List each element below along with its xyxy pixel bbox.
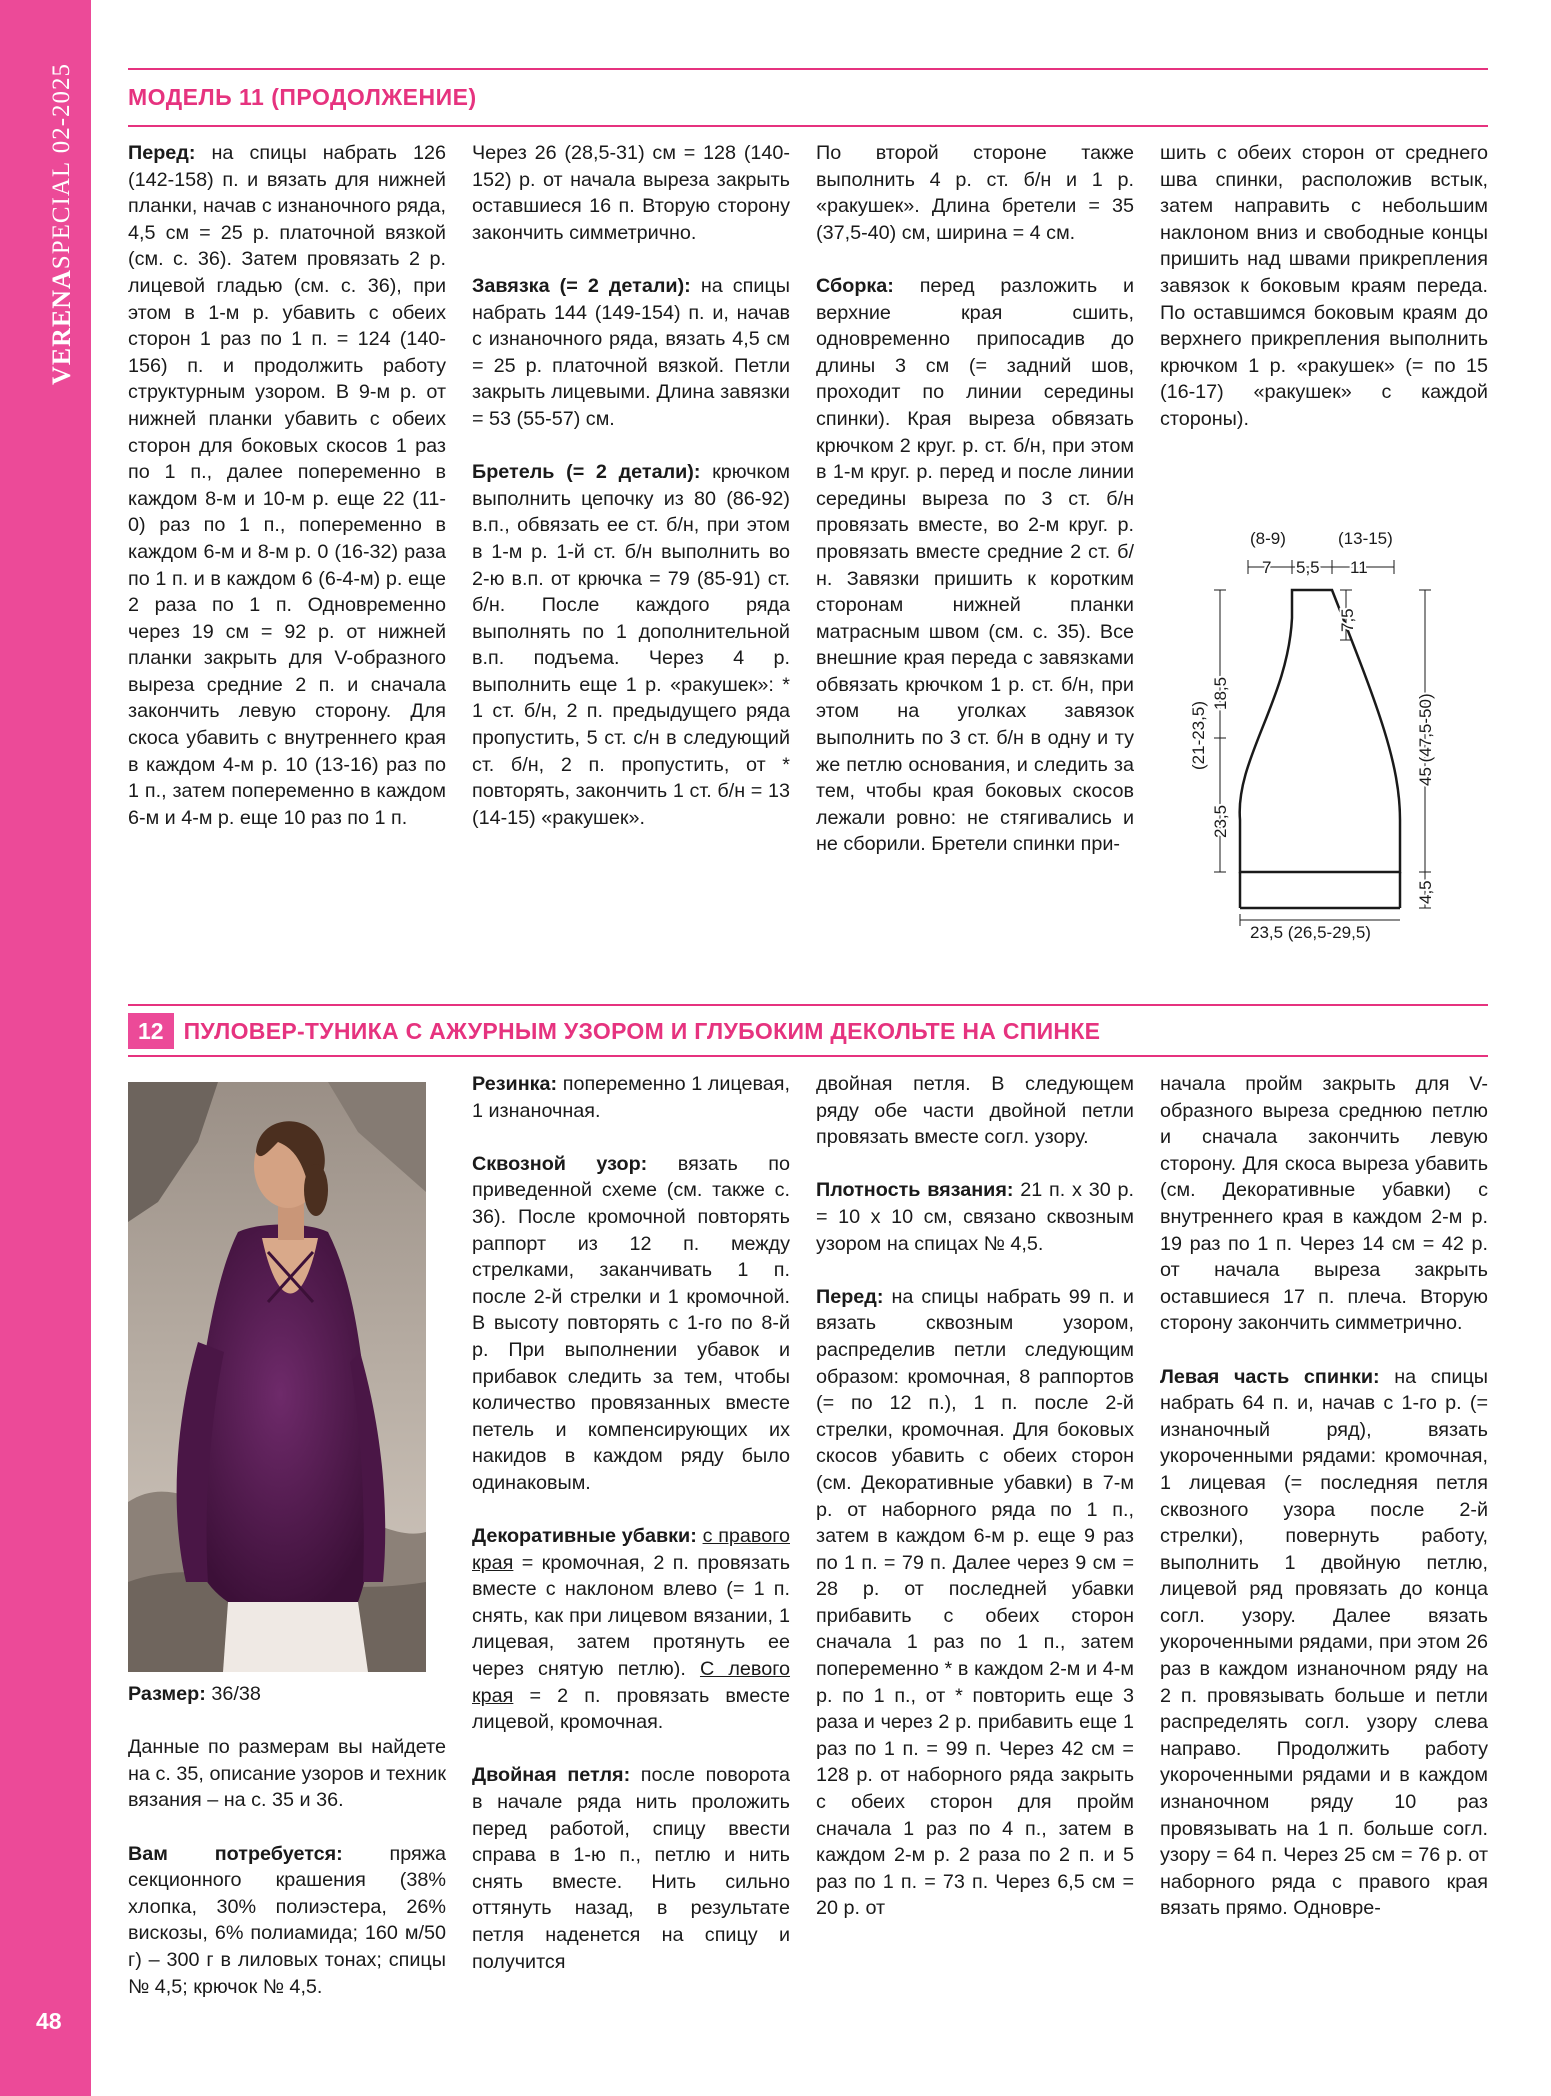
label-materials: Вам потребуется: [128,1842,343,1865]
magazine-special: SPECIAL [48,160,75,270]
section2-column-2 [472,1071,790,1975]
label-strap: Бретель (= 2 детали): [472,461,701,484]
text-left-back: на спицы набрать 64 п. и, начав с 1-го р. (= изнаночный ряд), вязать укороченными рядами: кромочная, 1 лицевая (= последняя петля сквозного узора после 2-й стрелки), повернуть работу, выполнить 1 двойную петлю, лицевой ряд провязать до конца согл. узору. Далее вязать укороченными рядами, при этом 26 раз в каждом изнаночном ряду на 2 п. провязывать больше и петли распределять согл. узору слева направо. Продолжить работу укороченными рядами и в каждом изнаночном ряду 10 раз провязывать на 1 п. больше согл. узору = 64 п. Через 25 см = 76 р. от наборного ряда с правого края вязать прямо. Одновре- [1160,1365,1488,1920]
paragraph-left-back [1160,1364,1488,1922]
label-tie: Завязка (= 2 детали): [472,274,691,297]
section1-column-2 [472,140,790,831]
paragraph-front-12 [816,1284,1134,1922]
paragraph-lace [472,1151,790,1497]
paragraph-strap [472,459,790,831]
schema-outline [1240,590,1400,908]
paragraph-tie [472,273,790,433]
schema-top-right: 11 [1350,558,1368,577]
label-front: Перед: [128,142,196,164]
label-assembly: Сборка: [816,274,894,297]
text-assembly: перед разложить и верхние края сшить, одновременно припосадив до длины 3 см (= задний шов, проходит по линии середины спинки). Края выреза обвязать крючком 2 круг. р. ст. б/н, при этом в 1-м круг. р. перед и после линии середины выреза по 3 ст. б/н провязать вместе, во 2-м круг. р. провязать вместе средние 2 ст. б/н. Завязки пришить к коротким сторонам нижней планки матрасным швом (см. с. 35). Все внешние края переда с завязками обвязать крючком 1 р. ст. б/н, при этом на уголках завязок выполнить по 3 ст. б/н в одну и ту же петлю основания, и следить за тем, чтобы края боковых скосов лежали ровно: не стягивались и не сборили. Бретели спинки при- [816,274,1134,856]
text-tie: на спицы набрать 144 (149-154) п. и, начав с изнаночного ряда, вязать 4,5 см = 25 р. платочной вязкой. Петли закрыть лицевыми. Длина завязки = 53 (55-57) см. [472,274,790,430]
section2-top-rule [128,1004,1488,1006]
text-size: 36/38 [205,1683,261,1705]
section1-top-rule [128,68,1488,70]
paragraph-double-stitch [472,1762,790,1975]
text-materials: пряжа секционного крашения (38% хлопка, 30% полиэстера, 26% вискозы, 6% полиамида; 160 м/50 г) – 300 г в лиловых тонах; спицы № 4,5; крючок № 4,5. [128,1842,446,1998]
section2-column-1 [128,1681,446,2000]
section1-column-3 [816,140,1134,858]
section2-number: 12 [128,1013,174,1049]
schema-top-right-size: (13-15) [1338,529,1393,548]
schema-top-left: 7 [1262,558,1272,577]
label-decreases: Декоративные убавки: [472,1525,697,1548]
magazine-issue: 02-2025 [48,62,75,154]
paragraph-front [128,140,446,831]
underline-left-edge: С левого края [472,1658,790,1707]
model-photo [128,1082,426,1672]
magazine-title [47,62,87,385]
paragraph-assembly-end: шить с обеих сторон от среднего шва спинки, расположив встык, затем направить с небольшим наклоном вниз и свободные концы пришить над швами прикрепления завязок к боковым краям переда. По оставшимся боковым краям до верхнего прикрепления выполнить крючком 1 р. «ракушек» (= по 15 (16-17) «ракушек» с каждой стороны). [1160,142,1488,430]
text-rib: попеременно 1 лицевая, 1 изнаночная. [472,1073,790,1122]
schema-bottom: 23,5 (26,5-29,5) [1250,923,1371,942]
magazine-brand: VERENA [47,269,76,385]
schema-top-mid: 5,5 [1296,558,1320,577]
text-front: на спицы набрать 126 (142-158) п. и вязать для нижней планки, начав с изнаночного ряда, 4,5 см = 25 р. платочной вязкой (см. с. 36). Затем провязать 2 р. лицевой гладью (см. с. 36), при этом в 1-м р. убавить с обеих сторон 1 раз по 1 п. = 124 (140-156) п. и продолжить работу структурным узором. В 9-м р. от нижней планки убавить с обеих сторон для боковых скосов 1 раз по 1 п., далее попеременно в каждом 8-м и 10-м р. еще 22 (11-0) раз по 1 п., попеременно в каждом 6-м и 8-м р. 0 (16-32) раза по 1 п. и в каждом 6 (6-4-м) р. еще 2 раза по 1 п. Одновременно через 19 см = 92 р. от нижней планки закрыть для V-образного выреза средние 2 п. и сначала закончить левую сторону. Для скоса убавить с внутреннего края в каждом 4-м р. 10 (13-16) раз по 1 п., затем попеременно в каждом 6-м и 4-м р. еще 10 раз по 1 п. [128,142,446,829]
paragraph-size-data: Данные по размерам вы найдете на с. 35, описание узоров и техник вязания – на с. 35 и 36. [128,1736,446,1812]
section2-column-4 [1160,1071,1488,1922]
section1-column-1 [128,140,446,831]
paragraph-assembly [816,273,1134,858]
paragraph-neckline-end: Через 26 (28,5-31) см = 128 (140-152) р. от начала выреза закрыть оставшиеся 16 п. Вторую сторону закончить симметрично. [472,142,790,244]
text-lace: вязать по приведенной схеме (см. также с. 36). После кромочной повторять раппорт из 12 п. между стрелками, заканчивать 1 п. после 2-й стрелки и 1 кромочной. В высоту повторять с 1-го по 8-й р. При выполнении убавок и прибавок следить за тем, чтобы количество провязанных вместе петель и компенсирующих их накидов в каждом ряду было одинаковым. [472,1152,790,1494]
label-rib: Резинка: [472,1073,558,1095]
text-double-stitch: после поворота в начале ряда нить проложить перед работой, спицу ввести справа в 1-ю п., петлю и нить снять вместе. Нить сильно оттянуть назад, в результате петля наденется на спицу и получится [472,1764,790,1973]
pattern-schema [1170,520,1500,950]
label-left-back: Левая часть спинки: [1160,1365,1380,1388]
paragraph-double-stitch-end: двойная петля. В следующем ряду обе части двойной петли провязать вместе согл. узору. [816,1073,1134,1149]
text-strap: крючком выполнить цепочку из 80 (86-92) в.п., обвязать ее ст. б/н, при этом в 1-м р. 1-й ст. б/н выполнить во 2-ю в.п. от крючка = 79 (85-91) ст. б/н. После каждого ряда выполнять по 1 дополнительной в.п. подъема. Через 4 р. выполнить еще 1 р. «ракушек»: * 1 ст. б/н, 2 п. предыдущего ряда пропустить, 5 ст. с/н в следующий ст. б/н, 2 п. пропустить, от * повторять, закончить 1 ст. б/н = 13 (14-15) «ракушек». [472,461,790,829]
section2-title: ПУЛОВЕР-ТУНИКА С АЖУРНЫМ УЗОРОМ И ГЛУБОКИМ ДЕКОЛЬТЕ НА СПИНКЕ [183,1017,1101,1044]
label-double-stitch: Двойная петля: [472,1764,631,1787]
section2-title-rule [128,1055,1488,1057]
text-decreases-1: = кромочная, 2 п. провязать вместе с наклоном влево (= 1 п. снять, как при лицевом вязании, 1 лицевая, затем протянуть ее через снятую петлю). [472,1551,790,1681]
section1-title: МОДЕЛЬ 11 (ПРОДОЛЖЕНИЕ) [128,84,477,110]
label-lace: Сквозной узор: [472,1152,648,1175]
schema-top-left-size: (8-9) [1250,529,1286,548]
section1-column-4 [1160,140,1488,433]
schema-left-lower: 23,5 [1211,804,1230,838]
underline-right-edge: с правого края [472,1525,790,1574]
schema-left-outer: (21-23,5) [1189,701,1208,770]
section2-header [128,1013,1100,1049]
paragraph-rib [472,1071,790,1124]
text-decreases-2: = 2 п. провязать вместе лицевой, кромочная. [472,1684,790,1734]
paragraph-gauge [816,1177,1134,1257]
paragraph-size [128,1681,446,1708]
schema-left-inner: 18,5 [1211,676,1230,710]
paragraph-strap-end: По второй стороне также выполнить 4 р. ст. б/н и 1 р. «ракушек». Длина бретели = 35 (37,5-40) см, ширина = 4 см. [816,142,1134,244]
text-front-12: на спицы набрать 99 п. и вязать сквозным узором, распределив петли следующим образом: кромочная, 8 раппортов (= по 12 п.), 1 п. после 2-й стрелки, кромочная. Для боковых скосов убавить с обеих сторон (см. Декоративные убавки) в 7-м р. от наборного ряда по 1 п., затем в каждом 6-м р. еще 9 раз по 1 п. = 79 п. Далее через 9 см = 28 р. от последней убавки прибавить с обеих сторон сначала 1 раз по 1 п., затем попеременно * в каждом 2-м и 4-м р. по 1 п., от * повторить еще 3 раза и через 2 р. прибавить еще 1 раз по 1 п. = 99 п. Через 42 см = 128 р. от наборного ряда закрыть с обеих сторон для пройм сначала 1 раз по 4 п., затем в каждом 2-м р. 2 раза по 2 п. и 5 раз по 1 п. = 73 п. Через 6,5 см = 20 р. от [816,1285,1134,1920]
schema-right-upper: 7,5 [1338,608,1357,632]
section2-column-3 [816,1071,1134,1922]
schema-right-full: 45 (47,5-50) [1416,693,1435,786]
section1-title-rule [128,125,1488,127]
label-front-12: Перед: [816,1285,884,1308]
text-gauge: 21 п. х 30 р. = 10 х 10 см, связано сквозным узором на спицах № 4,5. [816,1179,1134,1255]
schema-band: 4,5 [1416,880,1435,904]
page-number: 48 [36,2008,62,2034]
paragraph-decreases [472,1523,790,1736]
paragraph-materials [128,1841,446,2001]
label-size: Размер: [128,1683,206,1705]
paragraph-neckline-12: начала пройм закрыть для V-образного выреза среднюю петлю и сначала закончить левую сторону. Для скоса выреза убавить (см. Декоративные убавки) с внутреннего края в каждом 2-м р. 19 раз по 1 п. Через 14 см = 42 р. от начала выреза закрыть оставшиеся 17 п. плеча. Вторую сторону закончить симметрично. [1160,1073,1488,1335]
label-gauge: Плотность вязания: [816,1179,1014,1202]
